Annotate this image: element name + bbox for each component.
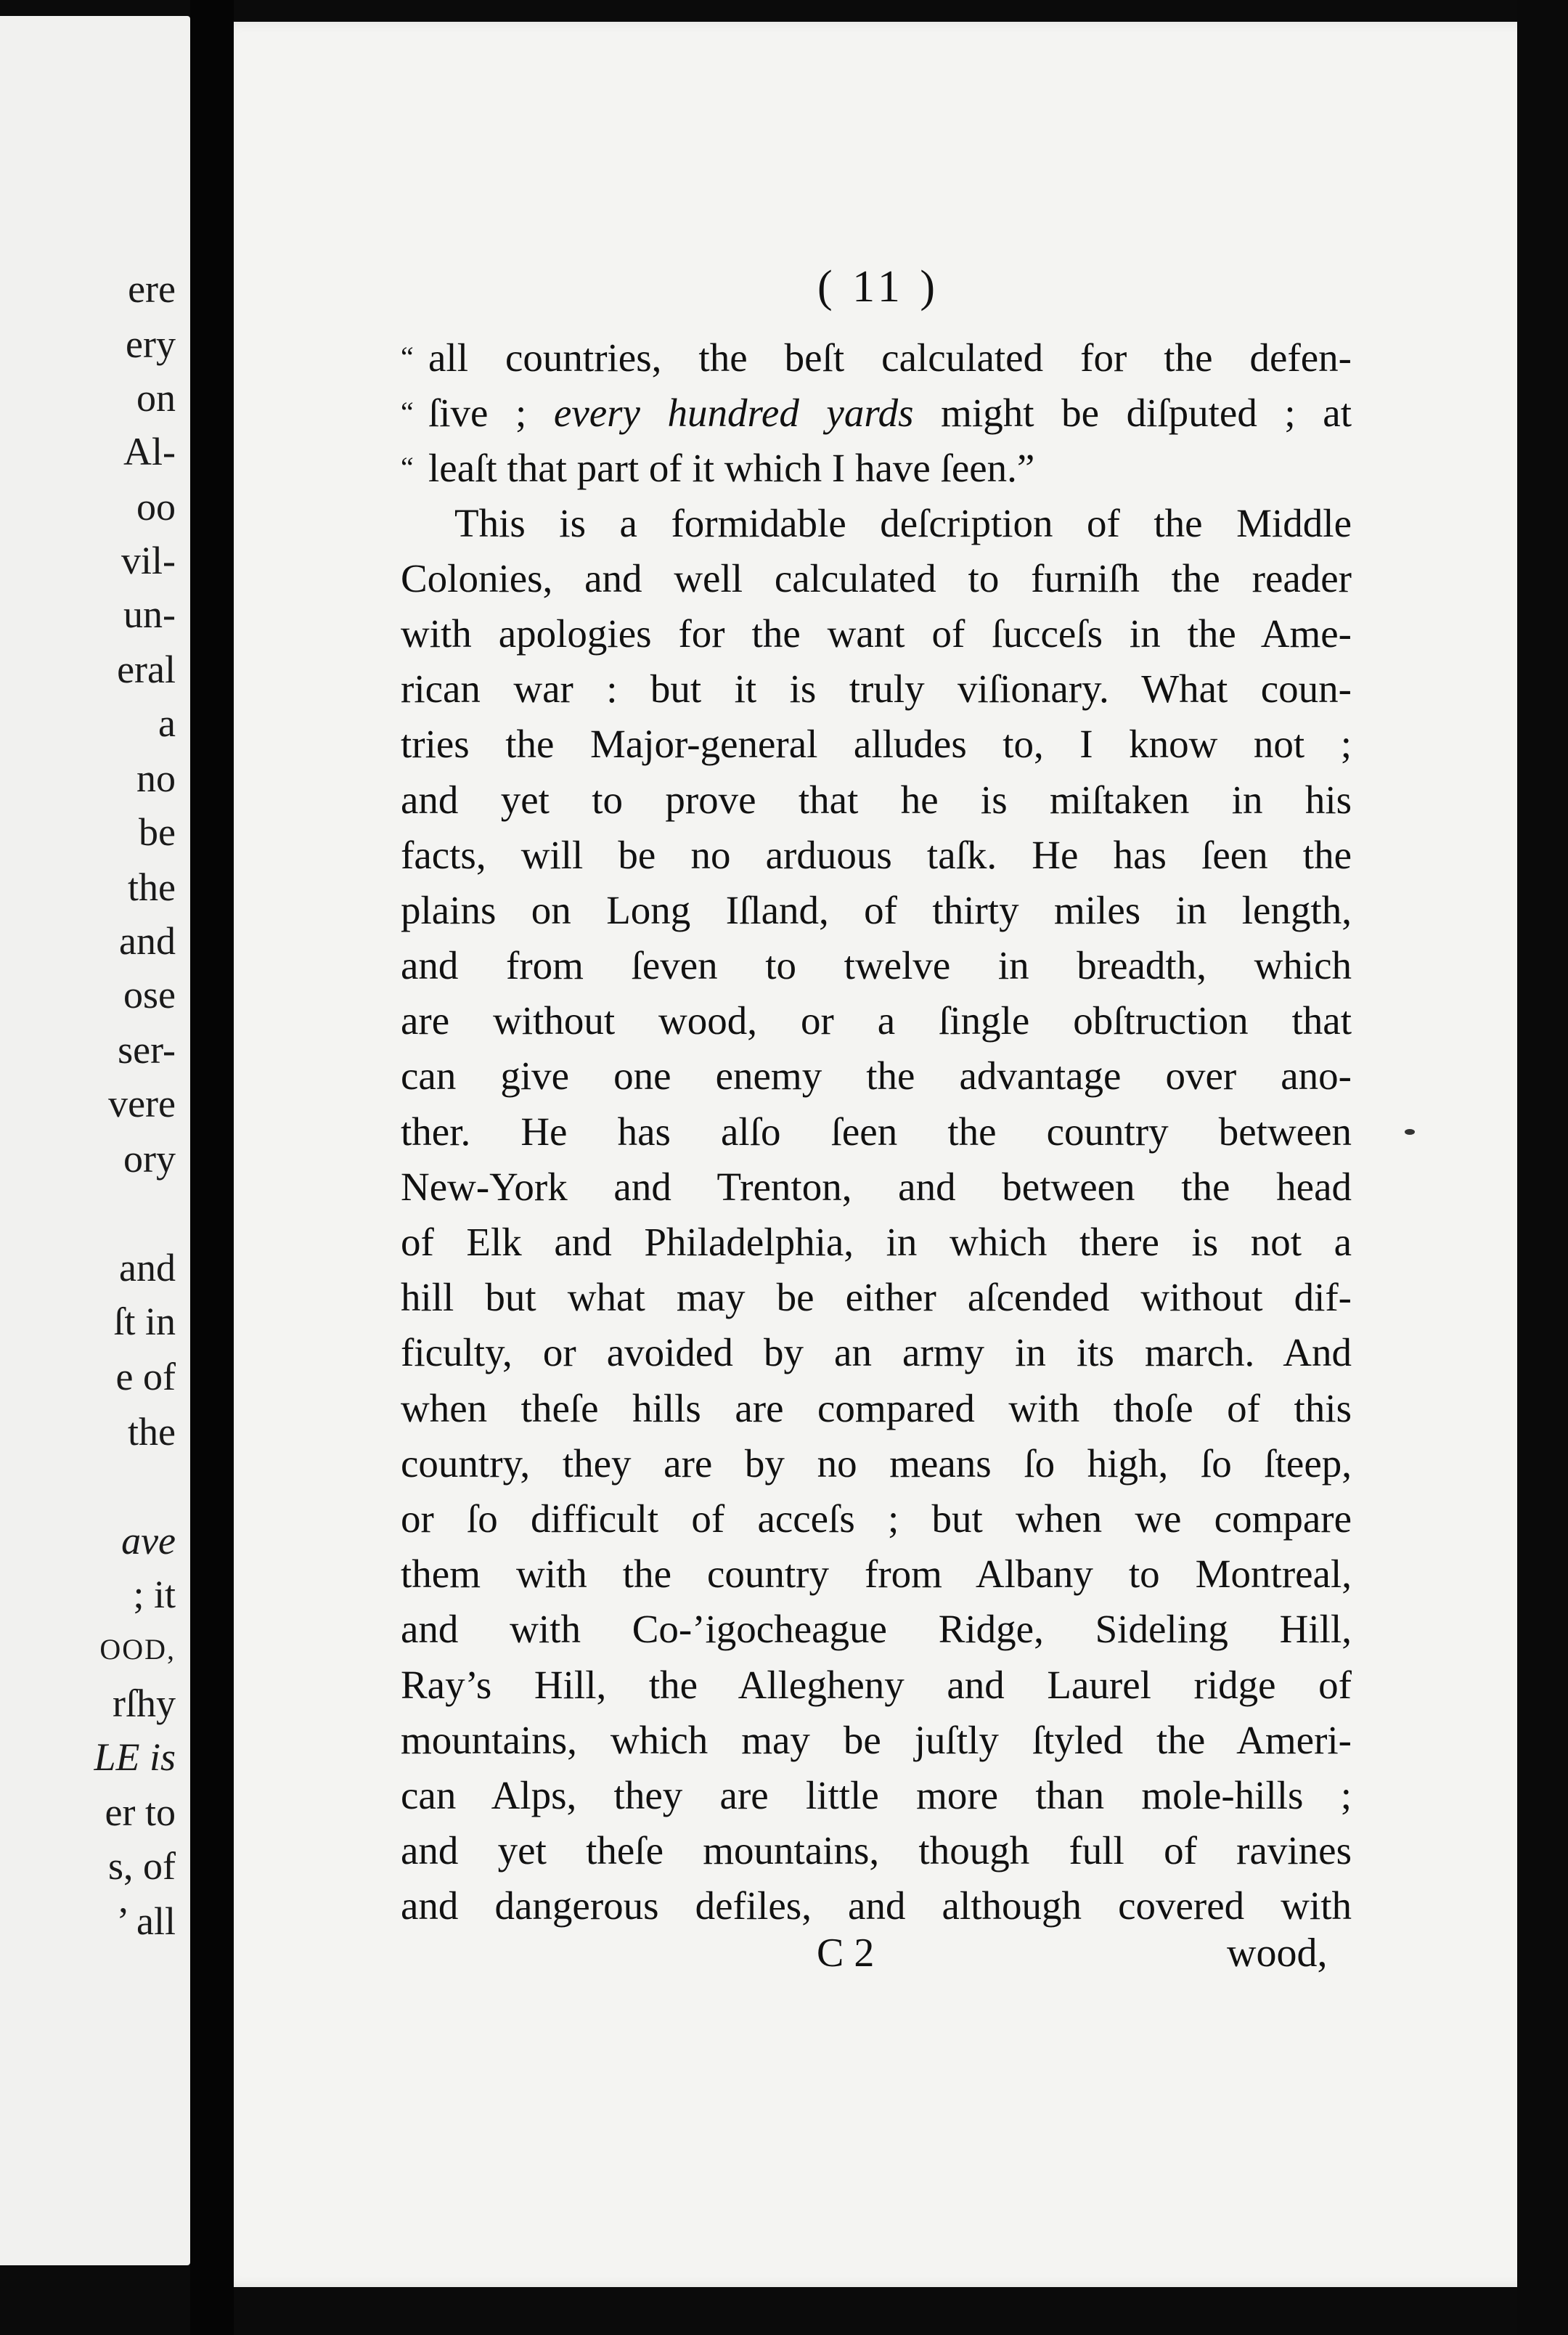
italic-phrase: every hundred yards	[553, 391, 914, 436]
left-page-line: on	[136, 376, 176, 420]
left-page-line: s, of	[108, 1844, 176, 1888]
text-run: and with Co-’igocheague Ridge, Sideling Hill,	[401, 1607, 1352, 1652]
text-line	[401, 828, 1352, 883]
signature-mark: C 2	[817, 1931, 875, 1976]
left-page-line: rſhy	[113, 1682, 176, 1725]
book-spine	[190, 0, 234, 2335]
text-line	[401, 1547, 1352, 1602]
previous-page-fragment	[0, 16, 190, 2265]
left-page-line: LE is	[94, 1735, 176, 1779]
text-run: when theſe hills are compared with thoſe of this	[401, 1385, 1352, 1430]
text-run: plains on Long Iſland, of thirty miles in length,	[401, 887, 1352, 932]
text-line	[401, 1270, 1352, 1325]
left-page-line: OOD,	[99, 1633, 176, 1666]
text-line	[401, 1215, 1352, 1270]
left-page-line: vere	[108, 1082, 176, 1125]
catchword: wood,	[1227, 1931, 1328, 1976]
text-run: hill but what may be either aſcended without dif-	[401, 1275, 1352, 1320]
left-page-line: Al-	[123, 430, 176, 473]
text-run: and yet to prove that he is miſtaken in his	[401, 777, 1352, 822]
text-run: and dangerous defiles, and although covered with	[401, 1883, 1352, 1928]
text-run: or ſo difficult of acceſs ; but when we compare	[401, 1496, 1352, 1541]
text-line	[401, 717, 1352, 772]
text-line	[401, 1823, 1352, 1878]
left-page-line: ery	[126, 322, 176, 366]
text-run: New-York and Trenton, and between the head	[401, 1164, 1352, 1209]
text-run: Colonies, and well calculated to furniſh the reader	[401, 555, 1352, 600]
text-line	[401, 883, 1352, 938]
page-edge-shadow	[1517, 0, 1568, 2335]
text-line	[401, 1104, 1352, 1160]
text-line	[401, 551, 1352, 606]
text-run: can Alps, they are little more than mole-hills ;	[401, 1772, 1352, 1817]
left-page-line: e of	[115, 1355, 176, 1398]
left-page-line: ave	[121, 1519, 176, 1562]
quote-mark: “	[401, 451, 414, 484]
text-run: facts, will be no arduous taſk. He has ſeen the	[401, 832, 1352, 877]
text-run: Ray’s Hill, the Allegheny and Laurel ridge of	[401, 1662, 1352, 1707]
text-run: can give one enemy the advantage over ano-	[401, 1054, 1352, 1099]
left-page-line: and	[119, 919, 176, 963]
left-page-line: er to	[105, 1790, 176, 1834]
text-line	[401, 385, 1352, 440]
text-line	[401, 773, 1352, 828]
text-run: and yet theſe mountains, though full of ravines	[401, 1828, 1352, 1873]
text-line	[401, 1658, 1352, 1713]
text-run: all countries, the beſt calculated for the defen-	[428, 335, 1352, 380]
left-page-line: the	[128, 865, 176, 909]
left-page-line: vil-	[121, 539, 176, 582]
left-page-line: oo	[136, 485, 176, 529]
text-run: of Elk and Philadelphia, in which there is not a	[401, 1220, 1352, 1264]
text-line	[401, 1713, 1352, 1768]
text-line	[401, 1048, 1352, 1104]
left-page-line: ere	[128, 267, 176, 311]
quote-mark: “	[401, 341, 414, 373]
text-line	[401, 938, 1352, 993]
text-line	[401, 1768, 1352, 1823]
left-page-line: the	[128, 1410, 176, 1454]
text-line	[401, 993, 1352, 1048]
left-page-line: ory	[123, 1137, 176, 1181]
text-line	[401, 1325, 1352, 1380]
left-page-line: and	[119, 1246, 176, 1289]
text-line	[401, 661, 1352, 717]
text-run: might be diſputed ; at	[913, 391, 1352, 436]
text-run: and from ſeven to twelve in breadth, which	[401, 943, 1352, 988]
text-run: This is a formidable deſcription of the Middle	[454, 500, 1352, 545]
left-page-line: no	[136, 757, 176, 800]
text-line	[401, 1160, 1352, 1215]
left-page-line: ’ all	[116, 1899, 176, 1943]
text-run: with apologies for the want of ſucceſs in the Ame-	[401, 611, 1352, 656]
text-run: are without wood, or a ſingle obſtruction that	[401, 998, 1352, 1043]
text-line	[401, 330, 1352, 385]
text-run: tries the Major-general alludes to, I know not ;	[401, 722, 1352, 767]
body-text	[401, 330, 1352, 1933]
text-line	[401, 496, 1352, 551]
text-line	[401, 1381, 1352, 1436]
ink-speck	[1405, 1129, 1415, 1135]
left-page-line: eral	[117, 648, 176, 691]
text-line	[401, 440, 1352, 495]
text-line	[401, 606, 1352, 661]
left-page-line: ser-	[118, 1028, 176, 1072]
text-line	[401, 1602, 1352, 1657]
text-run: rican war : but it is truly viſionary. What coun-	[401, 667, 1352, 712]
left-page-line: be	[139, 810, 176, 854]
text-run: mountains, which may be juſtly ſtyled the Ameri-	[401, 1717, 1352, 1762]
left-page-line: a	[158, 701, 176, 745]
left-page-line: ose	[123, 973, 176, 1016]
text-line	[401, 1491, 1352, 1547]
text-run: country, they are by no means ſo high, ſo ſteep,	[401, 1440, 1352, 1486]
text-line	[401, 1878, 1352, 1933]
text-run: ficulty, or avoided by an army in its march. And	[401, 1330, 1352, 1375]
left-page-line: ſt in	[113, 1300, 176, 1343]
text-run: ſive ;	[428, 391, 554, 436]
left-page-line: un-	[123, 592, 176, 636]
text-run: leaſt that part of it which I have ſeen.”	[428, 446, 1035, 491]
left-page-line: ; it	[133, 1573, 176, 1616]
quote-mark: “	[401, 396, 414, 429]
text-run: ther. He has alſo ſeen the country between	[401, 1109, 1352, 1154]
text-line	[401, 1436, 1352, 1491]
text-run: them with the country from Albany to Montreal,	[401, 1552, 1352, 1597]
page-number: ( 11 )	[817, 262, 939, 311]
